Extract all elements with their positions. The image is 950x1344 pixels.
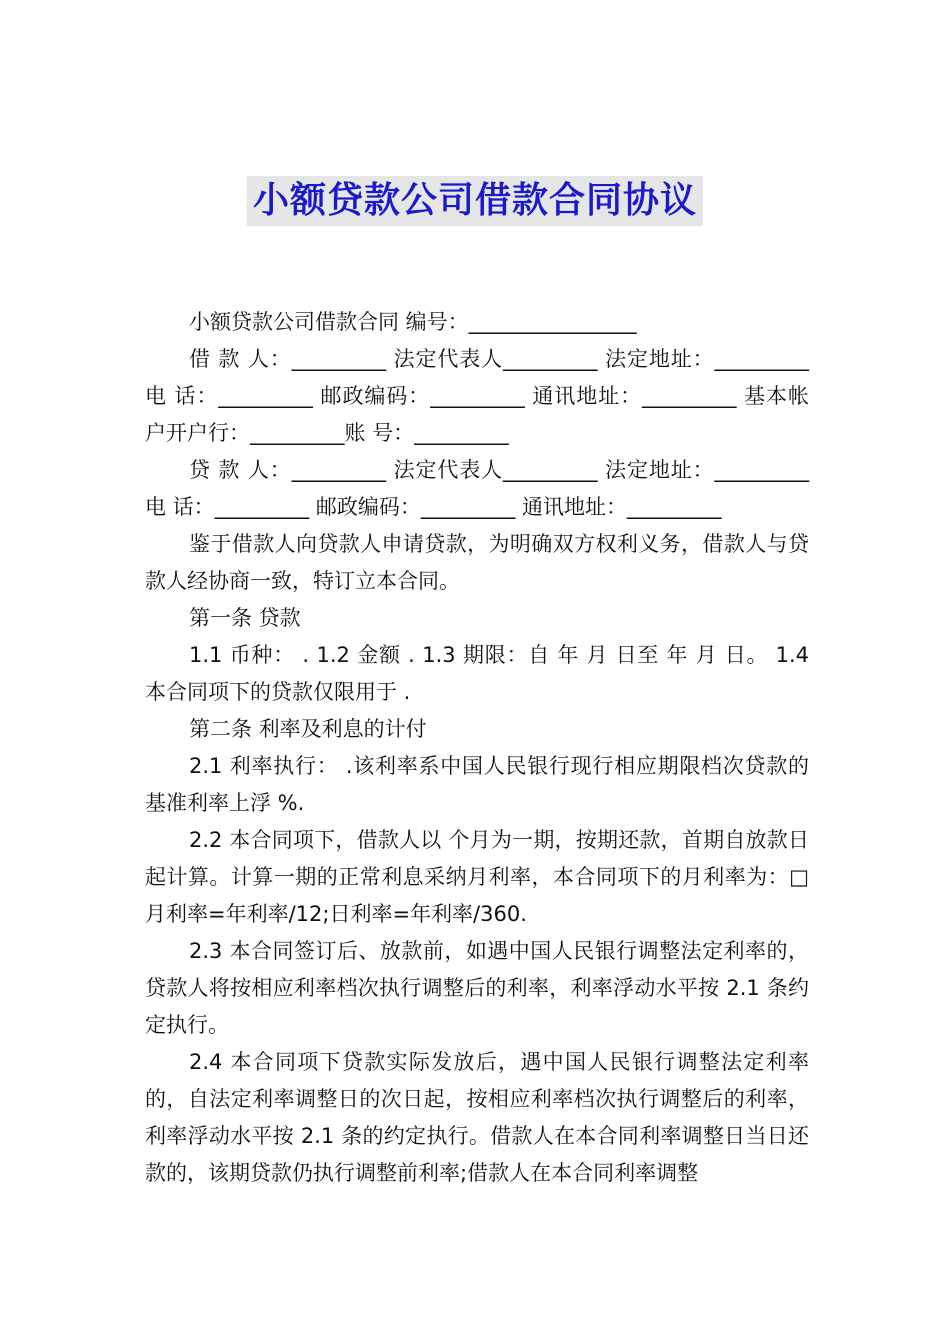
clause-2-4: 2.4 本合同项下贷款实际发放后，遇中国人民银行调整法定利率的，自法定利率调整日的次日起，按相应利率档次执行调整后的利率，利率浮动水平按 2.1 条的约定执行。借款人在本合同利率调整日当日还款的，该期贷款仍执行调整前利率;借款人在本合同利率调整 — [145, 1050, 809, 1185]
borrower-info: 借 款 人：_________ 法定代表人_________ 法定地址：_________ 电 话：_________ 邮政编码：_________ 通讯地址：_________ 基本帐户开户行：_________账 号：_________ — [145, 347, 809, 445]
clause-2-2: 2.2 本合同项下，借款人以 个月为一期，按期还款，首期自放款日起计算。计算一期的正常利息采纳月利率，本合同项下的月利率为：□月利率=年利率/12;日利率=年利率/360. — [145, 828, 809, 926]
document-title: 小额贷款公司借款合同协议 — [247, 176, 703, 226]
document-body — [145, 304, 809, 1192]
lender-info: 贷 款 人：_________ 法定代表人_________ 法定地址：_________ 电 话：_________ 邮政编码：_________ 通讯地址：_________ — [145, 458, 809, 519]
article-1-clauses: 1.1 币种： . 1.2 金额 . 1.3 期限：自 年 月 日至 年 月 日。 1.4 本合同项下的贷款仅限用于 . — [145, 643, 809, 704]
clause-2-3: 2.3 本合同签订后、放款前，如遇中国人民银行调整法定利率的，贷款人将按相应利率档次执行调整后的利率，利率浮动水平按 2.1 条约定执行。 — [145, 939, 809, 1037]
contract-number-line: 小额贷款公司借款合同 编号：________________ — [189, 310, 637, 334]
article-1-heading: 第一条 贷款 — [189, 606, 301, 630]
clause-2-1: 2.1 利率执行： .该利率系中国人民银行现行相应期限档次贷款的基准利率上浮 %. — [145, 754, 809, 815]
title-wrap — [0, 176, 950, 226]
preamble: 鉴于借款人向贷款人申请贷款，为明确双方权利义务，借款人与贷款人经协商一致，特订立本合同。 — [145, 532, 809, 593]
article-2-heading: 第二条 利率及利息的计付 — [189, 717, 427, 741]
